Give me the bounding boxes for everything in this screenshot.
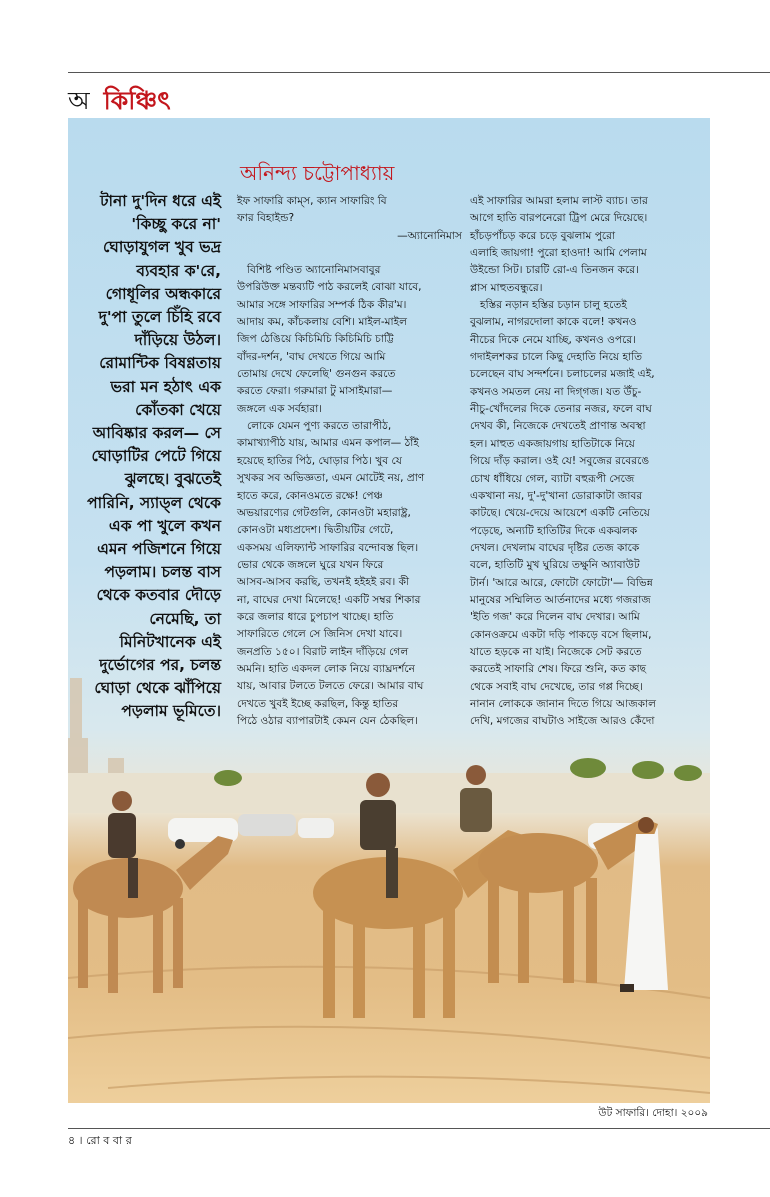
body-line: পিঠে ওঠার ব্যাপারটাই কেমন যেন ঠেকছিল। xyxy=(237,714,418,727)
body-line: জঙ্গলে এক সর্বহারা। xyxy=(237,402,323,415)
epigraph-attribution: —অ্যানোনিমাস xyxy=(397,229,462,242)
pull-quote-line: দুর্ভোগের পর, চলন্ত xyxy=(99,656,221,675)
body-line: লোকে যেমন পুণ্য করতে তারাপীঠ, xyxy=(247,420,392,433)
body-line: আমার সঙ্গে সাফারির সম্পর্ক ঠিক কীর'ম। xyxy=(237,298,407,311)
body-line: হাতে করে, কোনওমতে রক্ষে! পেঞ্চ xyxy=(237,489,383,502)
body-line: গিয়ে দাঁড় করাল। ওই যে! সবুজের রবেরঙে xyxy=(470,455,650,468)
body-line: থেকে সবাই বাঘ দেখেছে, তার গপ্প দিচ্ছে। xyxy=(470,680,643,693)
body-line: হল। মাহুত একজায়গায় হাতিটাকে নিয়ে xyxy=(470,437,635,450)
body-line: নীচের দিকে নেমে যাচ্ছি, কখনও ওপরে। xyxy=(470,333,636,346)
body-line: গদাইলশকর চালে কিছু দেহাতি নিয়ে হাতি xyxy=(470,351,643,364)
body-line: হাঁচড়পাঁচড় করে চড়ে বুঝলাম পুরো xyxy=(470,229,616,242)
pull-quote-line: ঝুলছে। বুঝতেই xyxy=(124,470,221,489)
pull-quote xyxy=(68,190,221,724)
body-line: সাফারিতে গেলে সে জিনিস দেখা যাবে। xyxy=(237,628,403,641)
body-line: জিপ ঠেঙিয়ে কিচিমিচি কিচিমিচি চাট্টি xyxy=(237,333,394,346)
pull-quote-line: থেকে কতবার দৌড়ে xyxy=(96,586,221,605)
body-line: আগে হাতি বারপনেরো ট্রিপ মেরে দিয়েছে। xyxy=(470,212,648,225)
pull-quote-line: আবিষ্কার করল— সে xyxy=(92,424,221,443)
pull-quote-line: গোধূলির অন্ধকারে xyxy=(105,284,221,303)
pull-quote-line: দাঁড়িয়ে উঠল। xyxy=(134,331,221,350)
body-line: দেখি, মগজের বাঘটাও সাইজে আরও কেঁদো xyxy=(470,715,655,728)
body-line: একসময় এলিফ্যান্ট সাফারির বন্দোবস্ত ছিল। xyxy=(237,541,419,554)
body-line: না, বাঘের দেখা মিলেছে! একটি সম্বর শিকার xyxy=(237,593,421,606)
pull-quote-line: এক পা খুলে কখন xyxy=(108,516,221,535)
pull-quote-line: ঘোড়া থেকে ঝাঁপিয়ে xyxy=(94,679,221,698)
body-line: এলাহি জায়গা! পুরো হাওদা! আমি পেলাম xyxy=(470,247,647,260)
body-line: করতে ফেরা। গরুমারা টু মাসাইমারা— xyxy=(237,385,393,398)
body-line: কামাখ্যাপীঠ যায়, আমার এমন কপাল— ঠাঁই xyxy=(237,437,419,450)
pull-quote-line: ব্যবহার ক'রে, xyxy=(136,261,221,280)
body-line: টার্ন। 'আরে আরে, ফোটো ফোটো'— বিভিন্ন xyxy=(470,576,653,589)
body-line: নীচু-খোঁদলের দিকে তেনার নজর, ফলে বাঘ xyxy=(470,403,652,416)
pull-quote-line: 'কিচ্ছু করে না' xyxy=(131,215,221,234)
body-column-2 xyxy=(470,193,710,731)
body-line: বলে, হাতিটি মুখ ঘুরিয়ে তক্ষুনি অ্যাবাউট xyxy=(470,559,640,572)
body-line: হস্তির নড়ান হস্তির চড়ান চালু হতেই xyxy=(480,299,627,312)
body-line: দেখল। দেখলাম বাঘের দৃষ্টির তেজ কাকে xyxy=(470,541,640,554)
pull-quote-line: মিনিটখানেক এই xyxy=(119,632,221,651)
pull-quote-line: এমন পজিশনে গিয়ে xyxy=(97,540,221,559)
section-title: কিঞ্চিৎ xyxy=(103,86,171,115)
pull-quote-line: টানা দু'দিন ধরে এই xyxy=(100,192,221,210)
body-line: অভয়ারণ্যের গেটগুলি, কোনওটা মহারাষ্ট্র, xyxy=(237,506,411,519)
body-line: যাতে হড়কে না যাই। নিজেকে সেট করতে xyxy=(470,645,642,658)
top-rule xyxy=(68,72,770,73)
pull-quote-line: রোমান্টিক বিষণ্ণতায় xyxy=(99,354,221,373)
body-line: উপরিউক্ত মন্তব্যটি পাঠ করলেই বোঝা যাবে, xyxy=(237,281,422,294)
pull-quote-line: কোঁতকা খেয়ে xyxy=(135,400,221,419)
body-line: বাঁদর-দর্শন, 'বাঘ দেখতে গিয়ে আমি xyxy=(237,350,386,363)
epigraph-line: ইফ সাফারি কাম্‌স, ক্যান সাফারিং বি xyxy=(237,195,387,207)
pull-quote-line: দু'পা তুলে চিঁহি রবে xyxy=(98,308,221,327)
pull-quote-line: পারিনি, স্যাড্‌ল থেকে xyxy=(87,493,221,512)
body-line: চলেছেন বাঘ সন্দর্শনে। চলাচলের মজাই এই, xyxy=(470,368,655,381)
body-column-1 xyxy=(237,193,462,730)
body-line: দেখব কী, নিজেকে দেখতেই প্রাণান্ত অবস্থা xyxy=(470,420,646,433)
body-line: উইন্ডো সিট। চারটি রো-এ তিনজন করে। xyxy=(470,264,639,277)
bottom-rule xyxy=(68,1128,770,1129)
body-line: নানান লোককে জানান দিতে গিয়ে আজকাল xyxy=(470,697,657,710)
body-line: মানুষের সম্মিলিত আর্তনাদের মধ্যে গজরাজ xyxy=(470,593,651,606)
body-line: বুঝলাম, নাগরদোলা কাকে বলে! কখনও xyxy=(470,316,637,329)
page-footer: ৪ । রো ব বা র xyxy=(68,1134,132,1147)
epigraph-line: ফার বিহাইন্ড? xyxy=(237,212,295,225)
body-line: তোমায় দেখে ফেলেছি' গুনগুন করতে xyxy=(237,368,396,381)
section-prefix: অ xyxy=(68,86,90,115)
body-line: করতেই সাফারি শেষ। ফিরে শুনি, কত কাছ xyxy=(470,663,647,676)
body-line: অমনি। হাতি একদল লোক নিয়ে ব্যাঘ্রদর্শনে xyxy=(237,662,415,675)
body-line: হয়েছে হাতির পিঠ, ঘোড়ার পিঠ। খুব যে xyxy=(237,454,402,467)
body-line: চোখ ধাঁধিয়ে গেল, ব্যাটা বহুরূপী সেজে xyxy=(470,472,635,485)
author-name: অনিন্দ্য চট্টোপাধ্যায় xyxy=(240,161,395,185)
body-line: সুখকর সব অভিজ্ঞতা, এমন মোটেই নয়, প্রাণ xyxy=(237,472,425,485)
body-line: আদায় কম, কাঁচকলায় বেশি। মাইল-মাইল xyxy=(237,316,408,329)
body-line: পড়েছে, অন্যটি হাতিটির দিকে একঝলক xyxy=(470,524,638,537)
body-line: দেখতে খুবই ইচ্ছে করছিল, কিন্তু হাতির xyxy=(237,697,399,710)
pull-quote-line: ঘোড়াটির পেটে গিয়ে xyxy=(91,447,221,466)
body-line: করে জলার ধারে চুপচাপ খাচ্ছে। হাতি xyxy=(237,610,394,623)
body-line: প্লাস মাহুতবন্ধুরে। xyxy=(470,281,543,294)
pull-quote-line: পড়লাম। চলন্ত বাস xyxy=(104,563,221,582)
body-line: যায়, আবার টলতে টলতে ফেরে। আমার বাঘ xyxy=(237,680,424,693)
body-line: একখানা নয়, দু'-দু'খানা ডোরাকাটা জাবর xyxy=(470,489,643,502)
pull-quote-line: ভরা মন হঠাৎ এক xyxy=(110,377,221,396)
body-line: এই সাফারির আমরা হলাম লাস্ট ব্যাচ। তার xyxy=(470,195,648,207)
pull-quote-line: নেমেছি, তা xyxy=(149,609,221,628)
body-line: জনপ্রতি ১৫০। বিরাট লাইন দাঁড়িয়ে গেল xyxy=(237,645,409,658)
body-line: 'ইতি গজ' করে দিলেন বাঘ দেখার। আমি xyxy=(470,611,640,624)
section-header xyxy=(68,86,171,116)
body-line: কখনও সমতল নেয় না দিগ্‌গজ। যত উঁচু- xyxy=(470,385,642,398)
photo-caption: উট সাফারি। দোহা। ২০০৯ xyxy=(598,1107,708,1119)
body-line: ভোর থেকে জঙ্গলে ঘুরে যখন ফিরে xyxy=(237,558,384,571)
body-line: বিশিষ্ট পণ্ডিত অ্যানোনিমাসবাবুর xyxy=(247,264,381,277)
body-line: আসব-আসব করছি, তখনই হইহই রব। কী xyxy=(237,576,410,589)
body-line: কোনওক্রমে একটা দড়ি পাকড়ে বসে ছিলাম, xyxy=(470,628,652,641)
pull-quote-line: পড়লাম ভূমিতে। xyxy=(121,702,221,721)
body-line: কাটছে। খেয়ে-দেয়ে আয়েশে একটি নেতিয়ে xyxy=(470,507,650,520)
body-line: কোনওটা মধ্যপ্রদেশ। দ্বিতীয়টির গেটে, xyxy=(237,524,394,537)
pull-quote-line: ঘোড়াযুগল খুব ভদ্র xyxy=(102,238,221,257)
